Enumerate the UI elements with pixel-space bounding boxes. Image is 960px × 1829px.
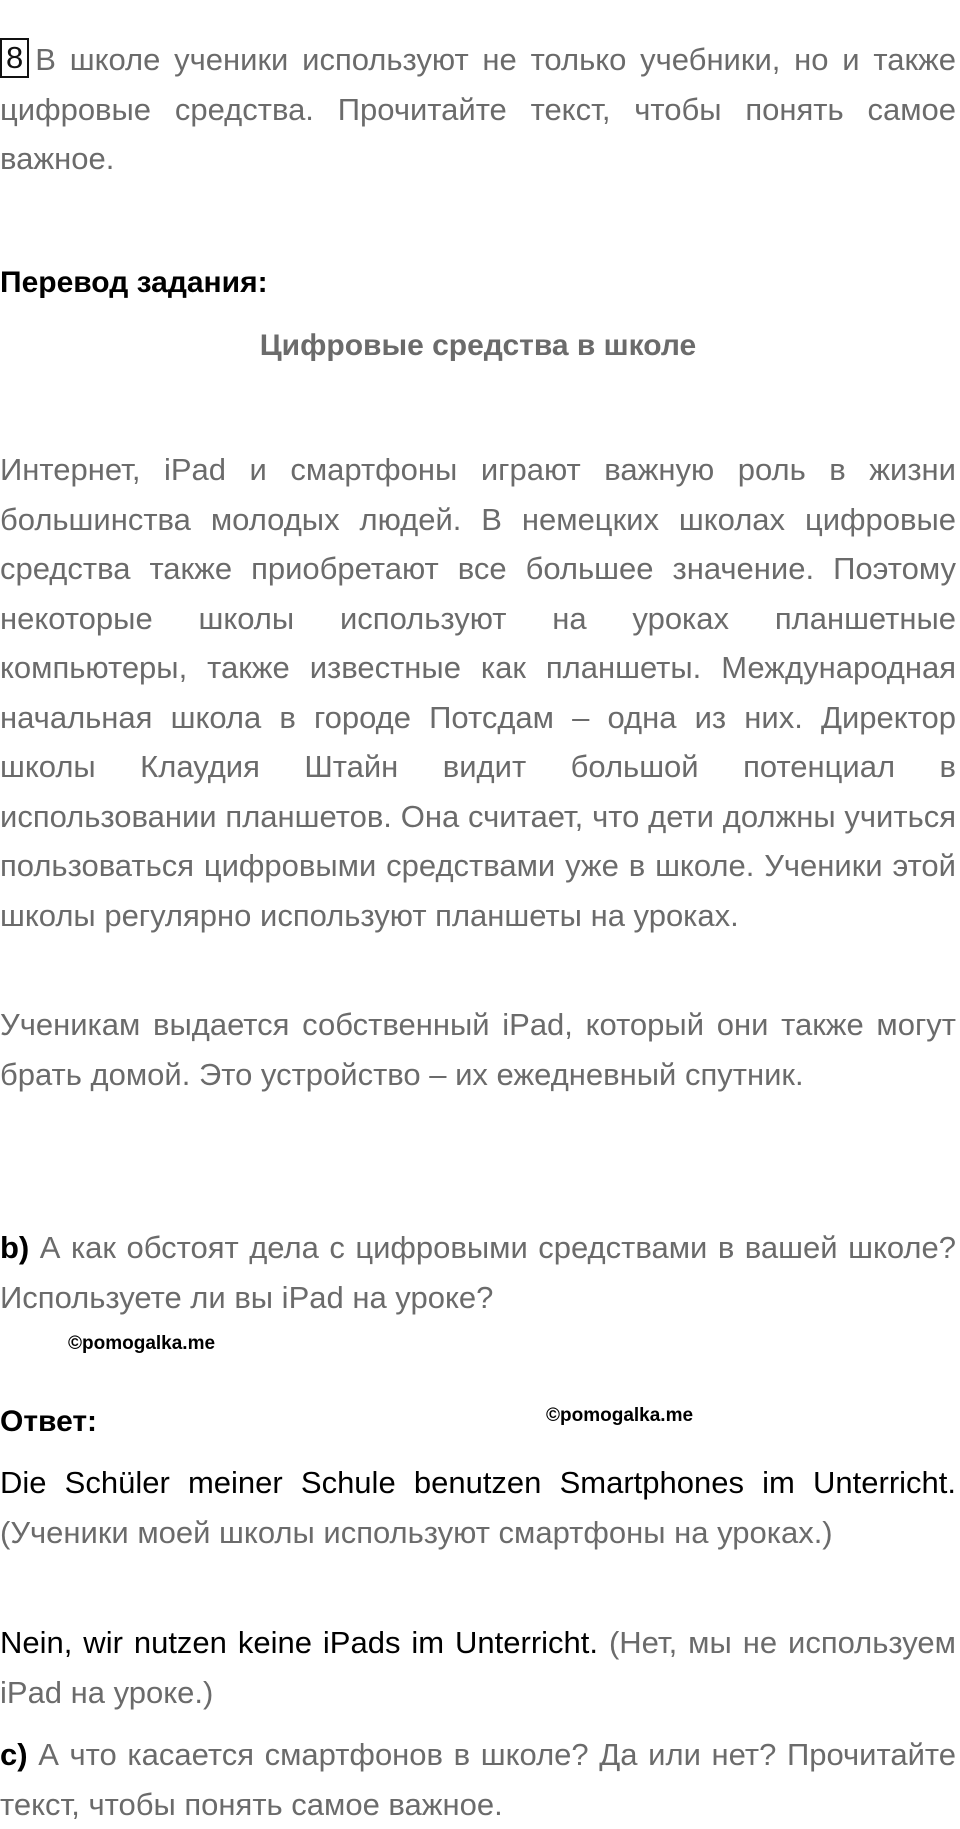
article-paragraph-1: Интернет, iPad и смартфоны играют важную роль в жизни большинства молодых людей. В немецких школах цифровые средства также приобретают все большее значение. Поэтому некоторые школы используют на уроках планшетные компьютеры, также известные как планшеты. Международная начальная школа в городе Потсдам – одна из них. Директор школы Клаудия Штайн видит большой потенциал в использовании планшетов. Она считает, что дети должны учиться пользоваться цифровыми средствами уже в школе. Ученики этой школы регулярно используют планшеты на уроках. [0,452,956,933]
translation-heading: Перевод задания: [0,266,268,299]
watermark-1: ©pomogalka.me [68,1333,216,1354]
task-number-box: 8 [0,38,29,78]
part-c-question [0,1730,956,1829]
part-c-letter: c) [0,1737,28,1772]
answer-1-russian: (Ученики моей школы используют смартфоны на уроках.) [0,1514,833,1550]
task-intro-text: В школе ученики используют не только учебники, но и также цифровые средства. Прочитайте текст, чтобы понять самое важное. [0,42,956,176]
answer-1-german: Die Schüler meiner Schule benutzen Smartphones im Unterricht. [0,1465,956,1500]
part-b-question [0,1223,956,1322]
part-c-text: А что касается смартфонов в школе? Да или нет? Прочитайте текст, чтобы понять самое важное. [0,1737,956,1822]
answer-item-1 [0,1458,956,1557]
answer-item-2 [0,1618,956,1717]
answer-2-german: Nein, wir nutzen keine iPads im Unterricht. [0,1625,599,1660]
part-b-letter: b) [0,1230,30,1265]
article-paragraph-2: Ученикам выдается собственный iPad, который они также могут брать домой. Это устройство – их ежедневный спутник. [0,1007,956,1092]
article-title: Цифровые средства в школе [259,329,697,362]
part-b-text: А как обстоят дела с цифровыми средствами в вашей школе? Используете ли вы iPad на уроке? [0,1230,956,1315]
watermark-2: ©pomogalka.me [546,1405,694,1426]
answer-2-russian: (Нет, мы не используем iPad на уроке.) [0,1625,956,1710]
answer-heading: Ответ: [0,1405,98,1438]
task-intro [0,35,956,184]
